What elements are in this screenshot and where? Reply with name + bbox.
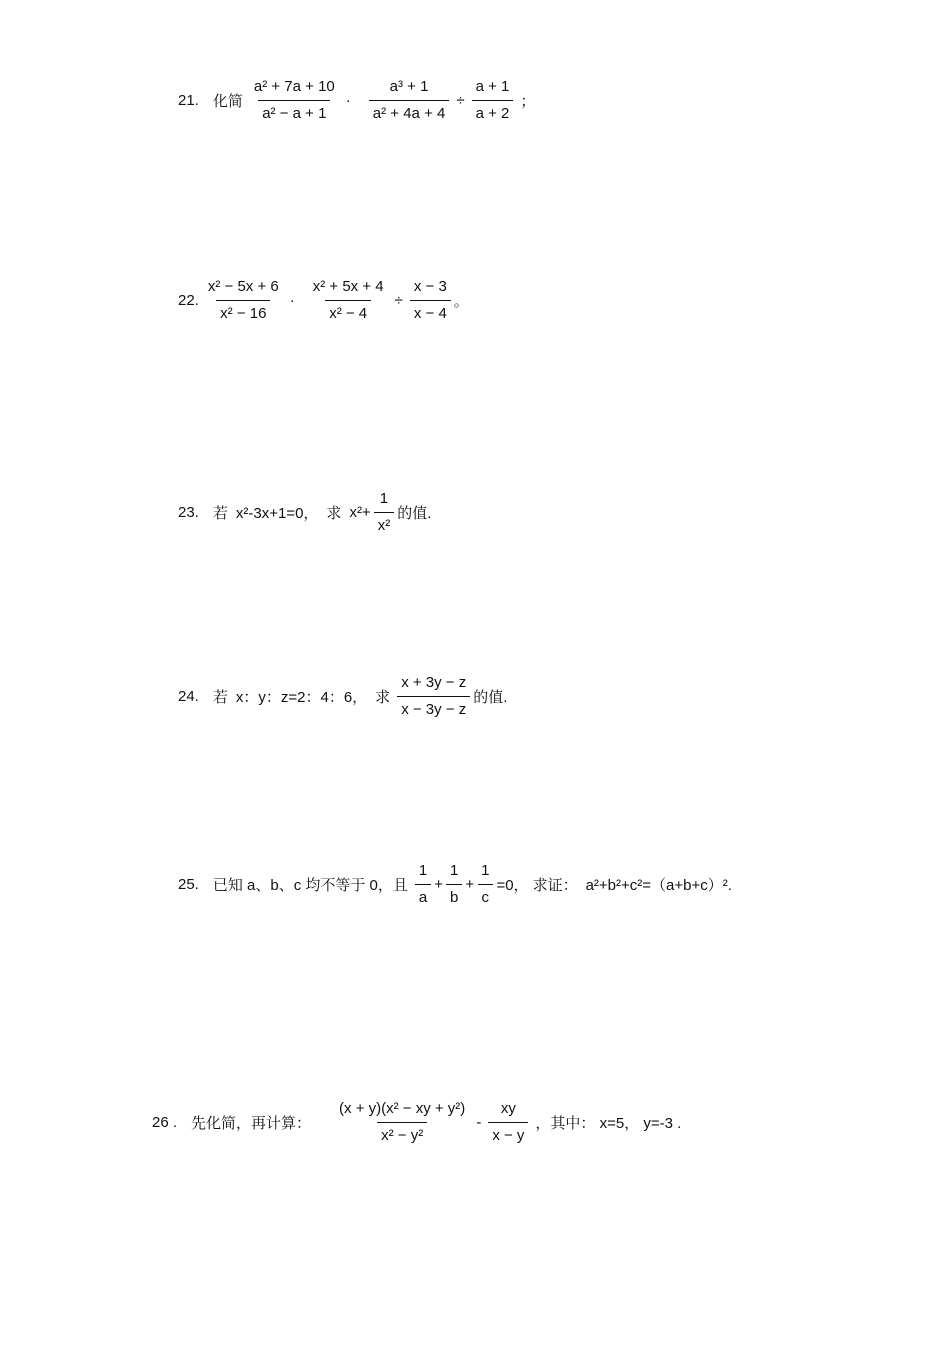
- numerator: x − 3: [413, 278, 447, 295]
- divide-operator: ÷: [394, 292, 403, 309]
- denominator: a² − a + 1: [258, 100, 330, 123]
- problem-number: 24.: [178, 688, 199, 705]
- problem-number: 25.: [178, 876, 199, 893]
- problem-lead: 若: [212, 505, 228, 522]
- problem-number: 21.: [178, 92, 199, 109]
- denominator: x² − 4: [325, 300, 371, 323]
- multiply-operator: ·: [289, 292, 295, 309]
- numerator: x² − 5x + 6: [207, 278, 279, 295]
- problem-mid: 求: [375, 689, 391, 706]
- problem-25: [178, 862, 736, 907]
- numerator: x + 3y − z: [401, 674, 467, 691]
- plus-operator: +: [465, 876, 475, 893]
- fraction-c: [477, 862, 493, 907]
- divide-operator: ÷: [456, 92, 465, 109]
- fraction-1: [204, 278, 283, 323]
- denominator: x² − y²: [377, 1122, 427, 1145]
- numerator: 1: [379, 490, 389, 507]
- problem-tail: 的值.: [397, 505, 432, 522]
- problem-24: [178, 674, 507, 719]
- numerator: x² + 5x + 4: [312, 278, 384, 295]
- numerator: xy: [500, 1100, 516, 1117]
- fraction: [374, 490, 395, 535]
- problem-mid: ，其中： x=5， y=-3 .: [535, 1115, 682, 1132]
- minus-operator: -: [476, 1114, 482, 1131]
- numerator: a + 1: [475, 78, 510, 95]
- denominator: x − 4: [410, 300, 451, 323]
- numerator: a³ + 1: [389, 78, 429, 95]
- fraction-2: [369, 78, 450, 123]
- problem-mid: 求: [326, 505, 342, 522]
- equals-zero: =0，: [496, 877, 529, 894]
- denominator: c: [478, 884, 494, 907]
- equation: x²-3x+1=0，: [235, 505, 319, 522]
- problem-tail: ；: [520, 93, 536, 110]
- plus-operator: +: [434, 876, 443, 893]
- numerator: 1: [481, 862, 490, 879]
- multiply-operator: ·: [345, 92, 351, 109]
- fraction-b: [446, 862, 462, 907]
- denominator: a² + 4a + 4: [369, 100, 450, 123]
- problem-number: 26 .: [152, 1114, 178, 1131]
- problem-21: [178, 78, 539, 123]
- ratio: x：y：z=2：4：6，: [235, 689, 368, 706]
- fraction-a: [415, 862, 431, 907]
- fraction-3: [472, 78, 514, 123]
- problem-lead: 若: [212, 689, 228, 706]
- fraction-1: [335, 1100, 469, 1145]
- numerator: 1: [450, 862, 459, 879]
- fraction: [397, 674, 470, 719]
- problem-number: 23.: [178, 504, 199, 521]
- problem-tail: 的值.: [473, 689, 508, 706]
- problem-23: [178, 490, 431, 535]
- problem-tail: 。: [453, 293, 469, 310]
- fraction-1: [250, 78, 339, 123]
- problem-26: [152, 1100, 685, 1145]
- identity: a²+b²+c²=（a+b+c）².: [585, 877, 732, 894]
- denominator: a + 2: [472, 100, 514, 123]
- denominator: x² − 16: [216, 300, 270, 323]
- denominator: x − 3y − z: [397, 696, 470, 719]
- fraction-2: [309, 278, 388, 323]
- numerator: a² + 7a + 10: [253, 78, 335, 95]
- problem-number: 22.: [178, 292, 199, 309]
- problem-mid: 求证：: [532, 877, 578, 894]
- denominator: x²: [374, 512, 395, 535]
- numerator: (x + y)(x² − xy + y²): [339, 1100, 466, 1117]
- problem-lead: 先化简，再计算：: [191, 1115, 312, 1132]
- fraction-2: [488, 1100, 528, 1145]
- fraction-3: [410, 278, 451, 323]
- problem-lead: 化简: [212, 93, 243, 110]
- problem-22: [178, 278, 469, 323]
- denominator: x − y: [488, 1122, 528, 1145]
- expression: x²+: [349, 504, 371, 521]
- denominator: b: [446, 884, 462, 907]
- problem-lead: 已知 a、b、c 均不等于 0，且: [212, 877, 408, 894]
- numerator: 1: [418, 862, 428, 879]
- denominator: a: [415, 884, 431, 907]
